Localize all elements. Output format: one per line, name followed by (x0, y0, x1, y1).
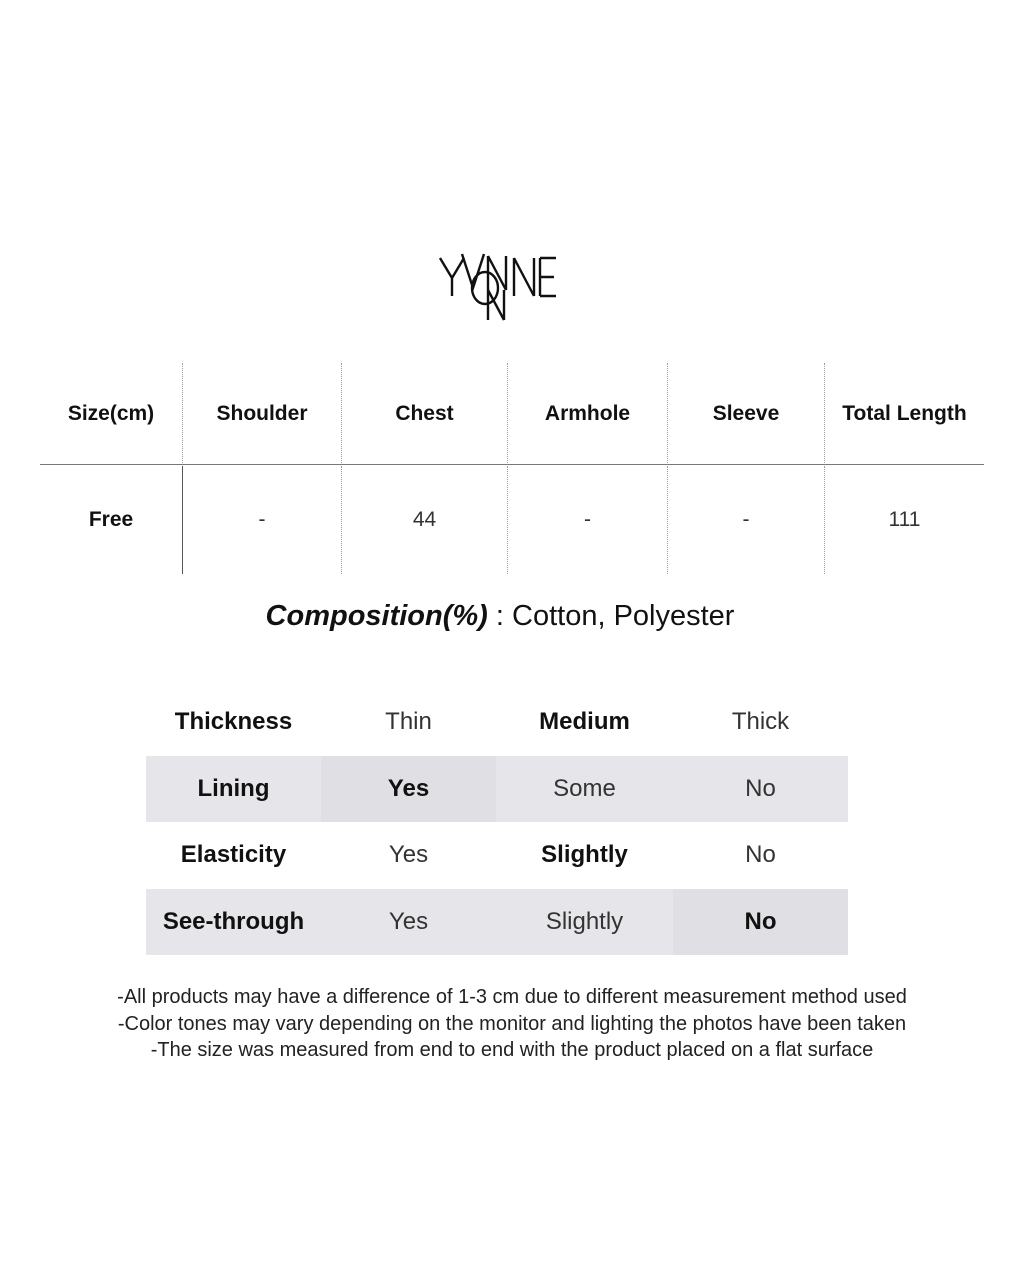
fabric-option: Some (553, 774, 616, 802)
fabric-option: No (745, 774, 776, 802)
size-table (40, 363, 984, 575)
fabric-option-selected: Slightly (541, 841, 628, 869)
row-shoulder: - (182, 466, 341, 574)
fabric-property-name: Thickness (174, 708, 293, 736)
fabric-property-name: Elasticity (180, 841, 287, 869)
fabric-option: Yes (388, 841, 429, 869)
fabric-option-selected: Yes (321, 756, 496, 823)
header-sleeve: Sleeve (667, 363, 824, 465)
row-chest: 44 (341, 466, 507, 574)
note-line: -All products may have a difference of 1-3 cm due to different measurement method used (117, 986, 907, 1008)
notes (0, 984, 1024, 1064)
fabric-row-elasticity (146, 822, 848, 889)
brand-logo (436, 250, 560, 326)
fabric-option: No (745, 841, 776, 869)
size-table-row (40, 466, 984, 574)
fabric-option-selected: No (673, 889, 848, 956)
header-chest: Chest (341, 363, 507, 465)
row-sleeve: - (667, 466, 824, 574)
fabric-property-name: Lining (197, 774, 270, 802)
composition-separator: : (487, 600, 513, 632)
composition-line (0, 600, 1000, 633)
header-total-length: Total Length (824, 363, 984, 465)
fabric-row-lining (146, 756, 848, 823)
header-armhole: Armhole (507, 363, 667, 465)
fabric-properties-table (146, 689, 848, 955)
fabric-option-selected: Medium (539, 708, 630, 736)
fabric-option: Slightly (545, 907, 624, 935)
row-total-length: 111 (824, 466, 984, 574)
fabric-option: Thick (731, 708, 790, 736)
fabric-row-see-through (146, 889, 848, 956)
fabric-option: Yes (388, 907, 429, 935)
fabric-option: Thin (385, 708, 432, 736)
fabric-property-name: See-through (162, 907, 305, 935)
fabric-row-thickness (146, 689, 848, 756)
row-size: Free (88, 508, 134, 531)
note-line: -The size was measured from end to end with the product placed on a flat surface (150, 1039, 874, 1061)
note-line: -Color tones may vary depending on the monitor and lighting the photos have been taken (117, 1012, 907, 1035)
header-shoulder: Shoulder (182, 363, 341, 465)
row-armhole: - (507, 466, 667, 574)
composition-value: Cotton, Polyester (512, 600, 735, 632)
size-table-divider (40, 464, 984, 465)
brand-monogram-logo-icon (436, 250, 560, 326)
header-size: Size(cm) (67, 402, 155, 425)
composition-label: Composition(%) (265, 600, 488, 632)
size-table-header (40, 363, 984, 465)
